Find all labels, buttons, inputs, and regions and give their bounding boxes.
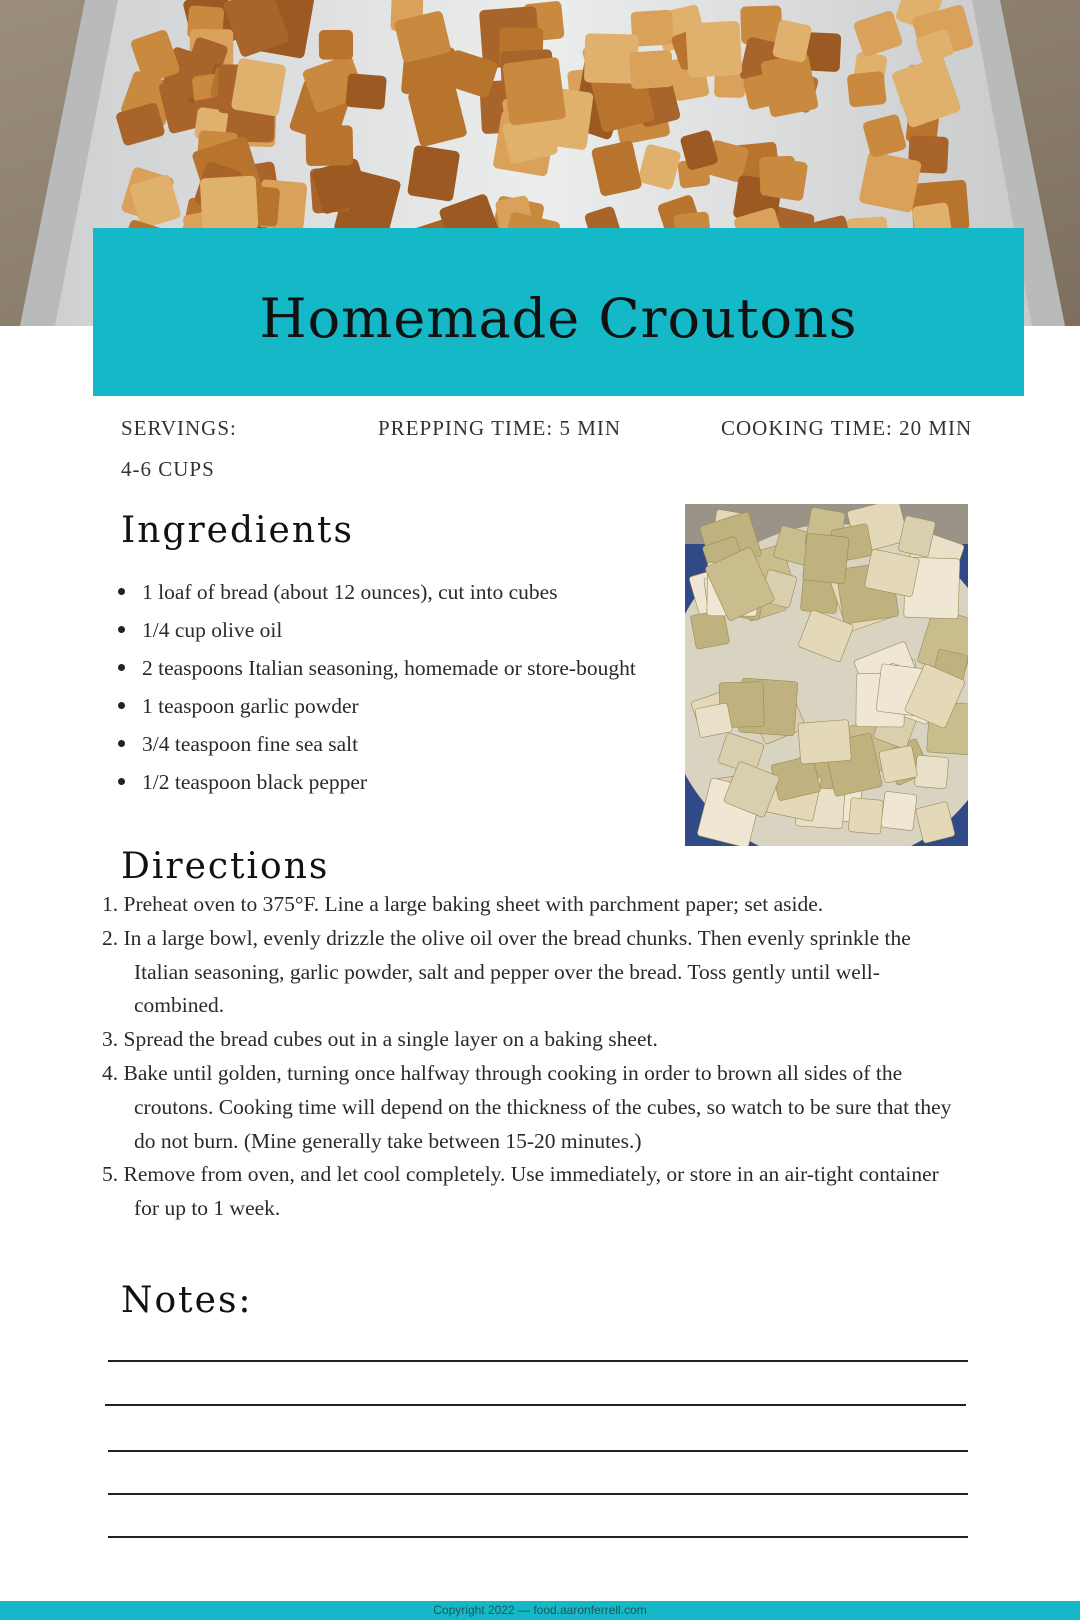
notes-heading: Notes: xyxy=(121,1280,253,1321)
bread-cube-shape xyxy=(914,755,948,789)
bread-cube-shape xyxy=(798,720,852,765)
servings-value: 4-6 CUPS xyxy=(121,457,215,481)
bread-cube-shape xyxy=(695,703,733,738)
crouton-shape xyxy=(685,21,742,78)
recipe-title: Homemade Croutons xyxy=(259,286,858,350)
step-text: In a large bowl, evenly drizzle the olive oil over the bread chunks. Then evenly sprinkle the Italian seasoning, garlic powder, salt and pepper over the bread. Toss gently until well-combined. xyxy=(123,925,911,1018)
notes-line xyxy=(108,1536,968,1538)
crouton-shape xyxy=(231,58,287,117)
ingredients-heading: Ingredients xyxy=(121,510,354,551)
crouton-shape xyxy=(345,73,387,110)
bread-cube-shape xyxy=(802,533,849,584)
step-text: Spread the bread cubes out in a single layer on a baking sheet. xyxy=(123,1027,658,1052)
directions-list xyxy=(102,888,968,1226)
step-text: Remove from oven, and let cool completely. Use immediately, or store in an air-tight container for up to 1 week. xyxy=(123,1162,939,1221)
notes-line xyxy=(105,1404,966,1406)
notes-line xyxy=(108,1360,968,1362)
crouton-shape xyxy=(759,156,796,196)
crouton-shape xyxy=(858,151,922,213)
crouton-shape xyxy=(319,30,353,60)
ingredient-item: 2 teaspoons Italian seasoning, homemade or store-bought xyxy=(116,649,676,687)
direction-step xyxy=(102,922,968,1023)
ingredient-item: 1 teaspoon garlic powder xyxy=(116,687,676,725)
ingredients-list xyxy=(116,573,676,801)
crouton-shape xyxy=(629,50,674,89)
prep-time: PREPPING TIME: 5 MIN xyxy=(378,416,622,440)
ingredient-item: 1/4 cup olive oil xyxy=(116,611,676,649)
crouton-shape xyxy=(200,175,259,232)
notes-line xyxy=(108,1450,968,1452)
directions-heading: Directions xyxy=(121,846,330,887)
crouton-shape xyxy=(407,145,460,202)
side-photo xyxy=(685,504,968,846)
ingredient-item: 3/4 teaspoon fine sea salt xyxy=(116,725,676,763)
crouton-shape xyxy=(847,71,887,108)
footer-copyright: Copyright 2022 — food.aaronferrell.com xyxy=(0,1601,1080,1620)
notes-line xyxy=(108,1493,968,1495)
bread-cube-shape xyxy=(848,798,883,835)
bread-cube-shape xyxy=(879,745,918,783)
cook-time: COOKING TIME: 20 MIN xyxy=(721,416,973,440)
servings xyxy=(121,416,237,482)
seasoned-bread-illustration xyxy=(685,504,968,846)
crouton-shape xyxy=(305,125,353,166)
step-text: Bake until golden, turning once halfway through cooking in order to brown all sides of the croutons. Cooking time will depend on the thickness of the cubes, so watch to be sure that they do not burn. (Mine generally take between 15-20 minutes.) xyxy=(123,1060,952,1153)
ingredient-item: 1/2 teaspoon black pepper xyxy=(116,763,676,801)
crouton-shape xyxy=(502,57,566,126)
direction-step xyxy=(102,1023,968,1057)
direction-step xyxy=(102,888,968,922)
ingredient-item: 1 loaf of bread (about 12 ounces), cut into cubes xyxy=(116,573,676,611)
bread-cube-shape xyxy=(881,791,917,831)
title-banner xyxy=(93,228,1024,396)
direction-step xyxy=(102,1057,968,1158)
step-text: Preheat oven to 375°F. Line a large baking sheet with parchment paper; set aside. xyxy=(123,892,824,916)
direction-step xyxy=(102,1158,968,1226)
servings-label: SERVINGS: xyxy=(121,416,237,440)
